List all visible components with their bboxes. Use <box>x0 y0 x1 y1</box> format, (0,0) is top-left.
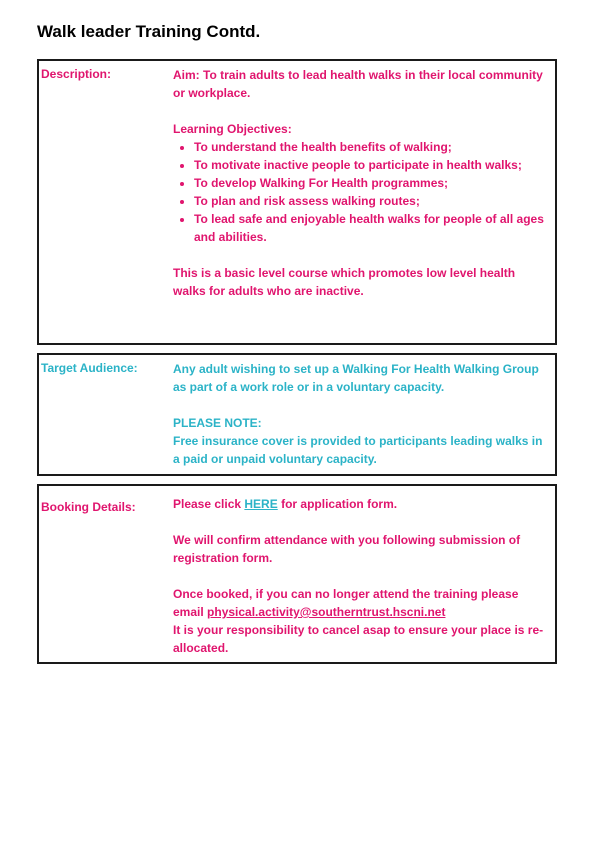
description-label: Description: <box>41 67 112 81</box>
objective-item: • To lead safe and enjoyable health walks for people of all ages and abilities. <box>194 210 551 246</box>
note-heading: PLEASE NOTE: <box>173 416 262 430</box>
email-link[interactable]: physical.activity@southerntrust.hscni.net <box>207 605 446 619</box>
description-content <box>173 66 551 300</box>
description-box <box>37 59 557 345</box>
course-summary: This is a basic level course which promotes low level health walks for adults who are inactive. <box>173 266 516 298</box>
objectives-heading: Learning Objectives: <box>173 122 292 136</box>
objective-item: • To motivate inactive people to participate in health walks; <box>194 156 551 174</box>
click-text: Please click <box>173 497 245 511</box>
booking-label: Booking Details: <box>41 500 136 514</box>
booking-content <box>173 495 551 657</box>
cancel-line <box>173 585 551 621</box>
audience-text: Any adult wishing to set up a Walking For Health Walking Group as part of a work role or in a voluntary capacity. <box>173 362 539 394</box>
confirm-text: We will confirm attendance with you following submission of registration form. <box>173 533 521 565</box>
audience-label: Target Audience: <box>41 361 138 375</box>
objective-item: • To understand the health benefits of walking; <box>194 138 551 156</box>
aim-text: Aim: To train adults to lead health walks in their local community or workplace. <box>173 68 543 100</box>
page-title: Walk leader Training Contd. <box>37 22 261 41</box>
note-text: Free insurance cover is provided to participants leading walks in a paid or unpaid voluntary capacity. <box>173 434 543 466</box>
here-link[interactable]: HERE <box>244 497 278 511</box>
audience-content <box>173 360 551 468</box>
objective-item: • To plan and risk assess walking routes; <box>194 192 551 210</box>
objective-item: • To develop Walking For Health programmes; <box>194 174 551 192</box>
responsibility-text: It is your responsibility to cancel asap to ensure your place is re-allocated. <box>173 623 544 655</box>
application-line <box>173 495 551 513</box>
booking-box <box>37 484 557 664</box>
audience-box <box>37 353 557 476</box>
objectives-list <box>173 138 551 246</box>
cancel-text: Once booked, if you can no longer attend the training please email <box>173 587 519 619</box>
application-text: for application form. <box>277 497 398 511</box>
